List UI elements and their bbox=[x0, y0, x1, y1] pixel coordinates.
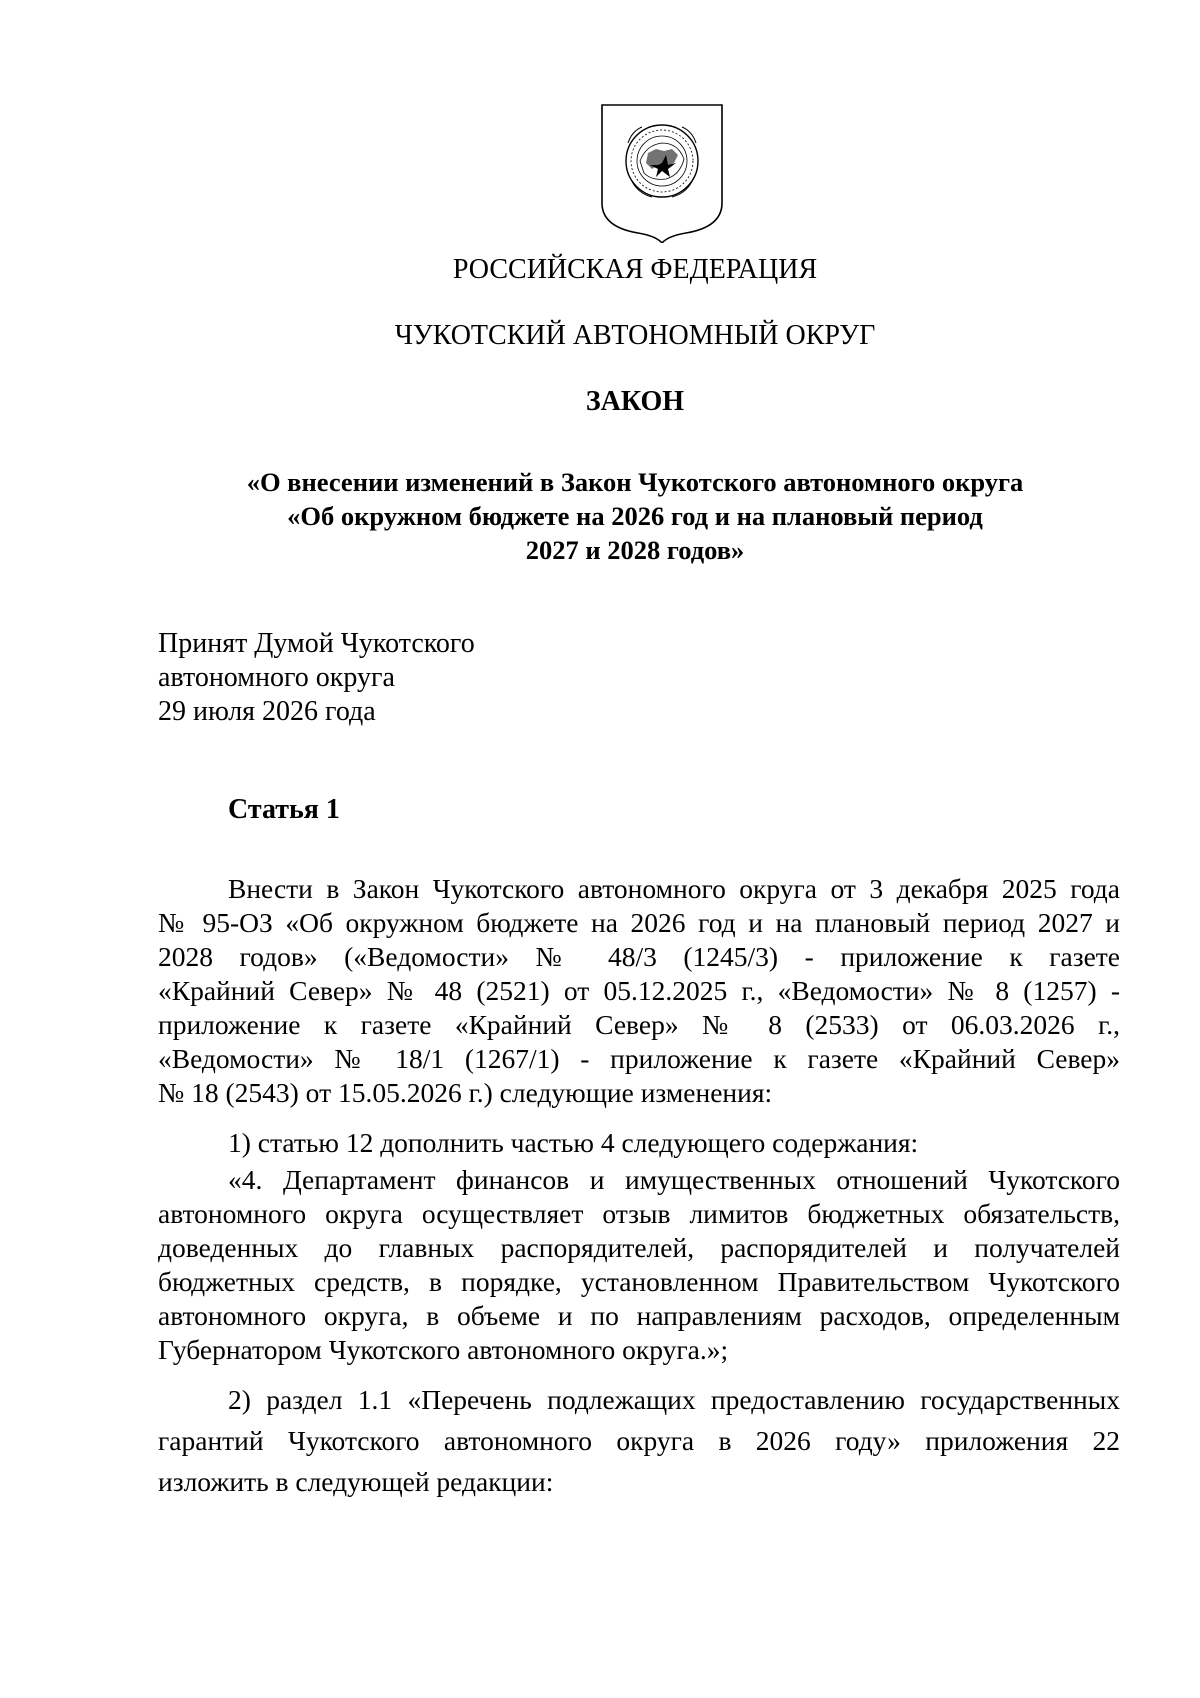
adoption-line: Принят Думой Чукотского bbox=[158, 628, 475, 659]
law-title-line: «Об окружном бюджете на 2026 год и на плановый период bbox=[287, 501, 983, 531]
item-2-paragraph bbox=[158, 1379, 1120, 1502]
item-1-line: 1) статью 12 дополнить частью 4 следующего содержания: bbox=[228, 1127, 919, 1158]
law-title-line: 2027 и 2028 годов» bbox=[525, 535, 745, 565]
adoption-line: 29 июля 2026 года bbox=[158, 696, 376, 727]
paragraph-line: № 18 (2543) от 15.05.2026 г.) следующие изменения: bbox=[158, 1077, 773, 1108]
paragraph-line: «Ведомости» № 18/1 (1267/1) - приложение к газете «Крайний Север» bbox=[158, 1043, 1120, 1074]
paragraph-line: 2) раздел 1.1 «Перечень подлежащих предоставлению государственных bbox=[228, 1384, 1120, 1415]
article-intro-paragraph bbox=[158, 872, 1120, 1110]
coat-of-arms-emblem bbox=[600, 103, 724, 243]
law-title bbox=[150, 465, 1120, 567]
region-heading: ЧУКОТСКИЙ АВТОНОМНЫЙ ОКРУГ bbox=[394, 320, 876, 351]
paragraph-line: приложение к газете «Крайний Север» № 8 (2533) от 06.03.2026 г., bbox=[158, 1009, 1120, 1040]
paragraph-line: гарантий Чукотского автономного округа в 2026 году» приложения 22 bbox=[158, 1425, 1120, 1456]
paragraph-line: Внести в Закон Чукотского автономного округа от 3 декабря 2025 года bbox=[228, 873, 1120, 904]
adoption-line: автономного округа bbox=[158, 662, 395, 693]
paragraph-line: доведенных до главных распорядителей, распорядителей и получателей bbox=[158, 1232, 1120, 1263]
country-heading: РОССИЙСКАЯ ФЕДЕРАЦИЯ bbox=[452, 254, 818, 285]
paragraph-line: бюджетных средств, в порядке, установленном Правительством Чукотского bbox=[158, 1266, 1120, 1297]
adoption-info bbox=[158, 627, 475, 729]
paragraph-line: 2028 годов» («Ведомости» № 48/3 (1245/3) - приложение к газете bbox=[158, 941, 1120, 972]
paragraph-line: «Крайний Север» № 48 (2521) от 05.12.2025 г., «Ведомости» № 8 (1257) - bbox=[158, 975, 1120, 1006]
law-title-line: «О внесении изменений в Закон Чукотского автономного округа bbox=[246, 467, 1024, 497]
paragraph-line: № 95-ОЗ «Об окружном бюджете на 2026 год и на плановый период 2027 и bbox=[158, 907, 1120, 938]
paragraph-line: изложить в следующей редакции: bbox=[158, 1466, 554, 1497]
item-1-quote-paragraph bbox=[158, 1163, 1120, 1367]
item-1-line-block bbox=[158, 1126, 1120, 1160]
paragraph-line: автономного округа осуществляет отзыв лимитов бюджетных обязательств, bbox=[158, 1198, 1120, 1229]
article-heading: Статья 1 bbox=[228, 794, 340, 825]
document-type-heading: ЗАКОН bbox=[585, 386, 685, 417]
paragraph-line: Губернатором Чукотского автономного округа.»; bbox=[158, 1334, 729, 1365]
paragraph-line: автономного округа, в объеме и по направлениям расходов, определенным bbox=[158, 1300, 1120, 1331]
paragraph-line: «4. Департамент финансов и имущественных отношений Чукотского bbox=[228, 1164, 1120, 1195]
